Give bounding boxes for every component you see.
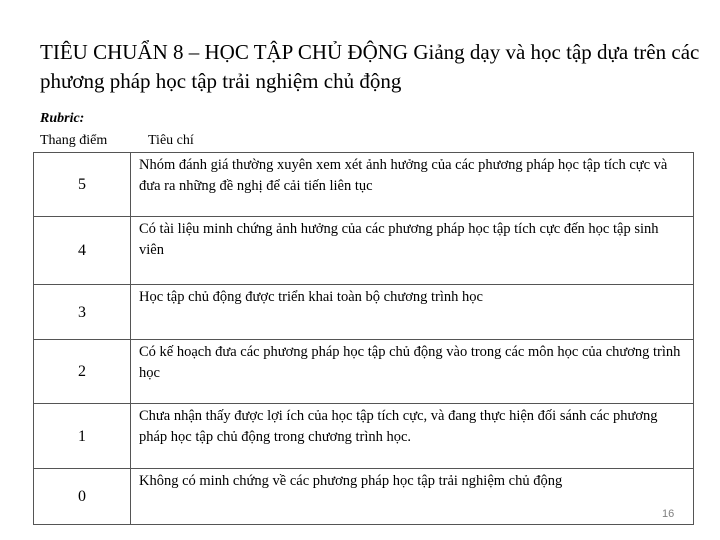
- criteria-cell: Chưa nhận thấy được lợi ích của học tập tích cực, và đang thực hiện đối sánh các phương pháp học tập chủ động trong chương trình học.: [131, 404, 694, 469]
- table-row: [34, 469, 694, 525]
- criteria-cell: Có tài liệu minh chứng ảnh hưởng của các phương pháp học tập tích cực đến học tập sinh viên: [131, 217, 694, 285]
- table-row: [34, 153, 694, 217]
- table-row: [34, 404, 694, 469]
- score-cell: 0: [34, 469, 131, 525]
- score-column-header: Thang điểm: [40, 133, 108, 148]
- score-cell: 4: [34, 217, 131, 285]
- score-cell: 1: [34, 404, 131, 469]
- criteria-cell: Học tập chủ động được triển khai toàn bộ chương trình học: [131, 285, 694, 340]
- slide-title: TIÊU CHUẨN 8 – HỌC TẬP CHỦ ĐỘNG Giảng dạy và học tập dựa trên các phương pháp học tập trải nghiệm chủ động: [40, 40, 700, 93]
- table-row: [34, 340, 694, 404]
- table-row: [34, 285, 694, 340]
- criteria-cell: Có kế hoạch đưa các phương pháp học tập chủ động vào trong các môn học của chương trình học: [131, 340, 694, 404]
- score-cell: 5: [34, 153, 131, 217]
- criteria-cell: Không có minh chứng về các phương pháp học tập trải nghiệm chủ động: [131, 469, 694, 525]
- score-cell: 3: [34, 285, 131, 340]
- rubric-table: [33, 152, 694, 525]
- table-row: [34, 217, 694, 285]
- criteria-cell: Nhóm đánh giá thường xuyên xem xét ảnh hưởng của các phương pháp học tập tích cực và đưa ra những đề nghị để cải tiến liên tục: [131, 153, 694, 217]
- criteria-column-header: Tiêu chí: [148, 133, 194, 148]
- page-number: 16: [662, 508, 675, 520]
- score-cell: 2: [34, 340, 131, 404]
- rubric-label: Rubric:: [40, 111, 85, 126]
